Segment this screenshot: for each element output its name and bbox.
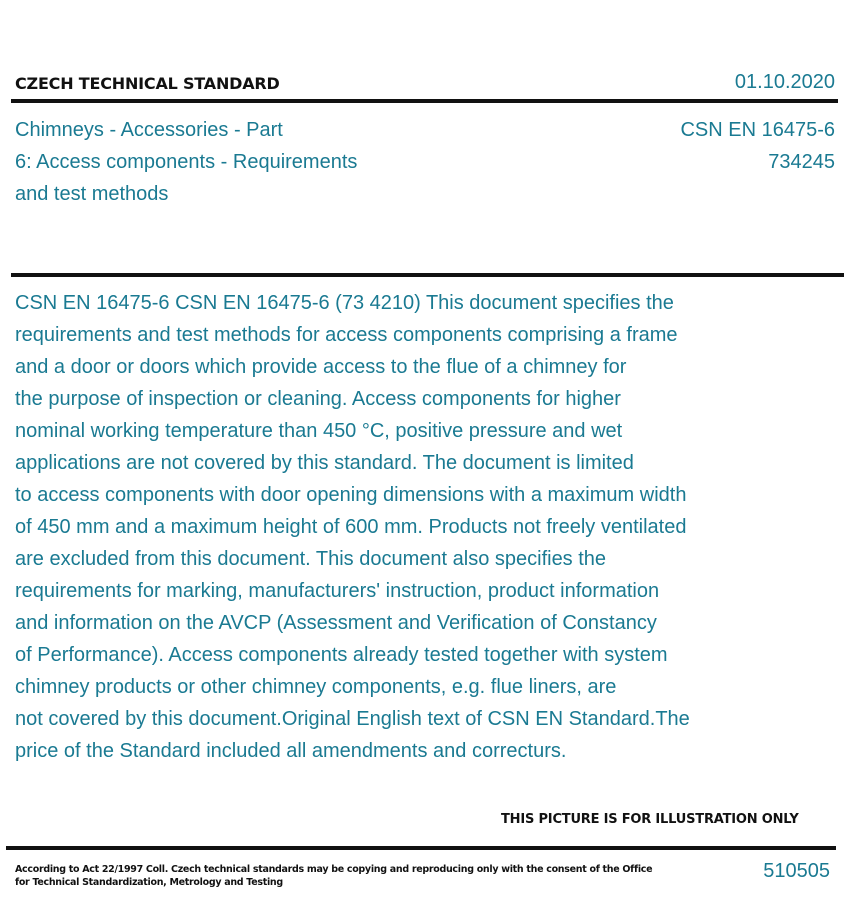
description-line: chimney products or other chimney components, e.g. flue liners, are: [15, 676, 617, 698]
standard-code: CSN EN 16475-6: [680, 119, 835, 141]
standard-description: [15, 287, 775, 767]
description-line: requirements and test methods for access components comprising a frame: [15, 324, 678, 346]
footer-code: 510505: [763, 860, 830, 882]
description-line: CSN EN 16475-6 CSN EN 16475-6 (73 4210) This document specifies the: [15, 292, 674, 314]
header-divider: [11, 99, 838, 103]
description-line: not covered by this document.Original English text of CSN EN Standard.The: [15, 708, 690, 730]
footer-divider: [6, 846, 836, 850]
description-line: of 450 mm and a maximum height of 600 mm. Products not freely ventilated: [15, 516, 687, 538]
standard-title-line: Chimneys - Accessories - Part: [15, 119, 283, 141]
standard-title-line: 6: Access components - Requirements: [15, 151, 358, 173]
description-line: of Performance). Access components already tested together with system: [15, 644, 668, 666]
description-line: price of the Standard included all amendments and correcturs.: [15, 740, 567, 762]
description-line: and information on the AVCP (Assessment and Verification of Constancy: [15, 612, 657, 634]
standard-title: [15, 114, 435, 210]
description-line: applications are not covered by this standard. The document is limited: [15, 452, 634, 474]
description-line: are excluded from this document. This document also specifies the: [15, 548, 607, 570]
description-line: nominal working temperature than 450 °C, positive pressure and wet: [15, 420, 623, 442]
description-line: to access components with door opening dimensions with a maximum width: [15, 484, 687, 506]
description-line: requirements for marking, manufacturers' instruction, product information: [15, 580, 660, 602]
illustration-disclaimer: THIS PICTURE IS FOR ILLUSTRATION ONLY: [501, 812, 799, 827]
publication-date: 01.10.2020: [734, 71, 835, 93]
title-divider: [11, 273, 844, 277]
standard-title-line: and test methods: [15, 183, 169, 205]
description-line: the purpose of inspection or cleaning. Access components for higher: [15, 388, 621, 410]
class-number: 734245: [768, 151, 835, 173]
legal-notice-line: for Technical Standardization, Metrology and Testing: [15, 876, 283, 888]
standard-identifiers: [680, 114, 835, 178]
legal-notice-line: According to Act 22/1997 Coll. Czech technical standards may be copying and reproducing only with the consent of the Office: [15, 864, 653, 875]
document-header-label: CZECH TECHNICAL STANDARD: [15, 74, 280, 93]
legal-notice: [15, 864, 653, 889]
description-line: and a door or doors which provide access to the flue of a chimney for: [15, 356, 627, 378]
